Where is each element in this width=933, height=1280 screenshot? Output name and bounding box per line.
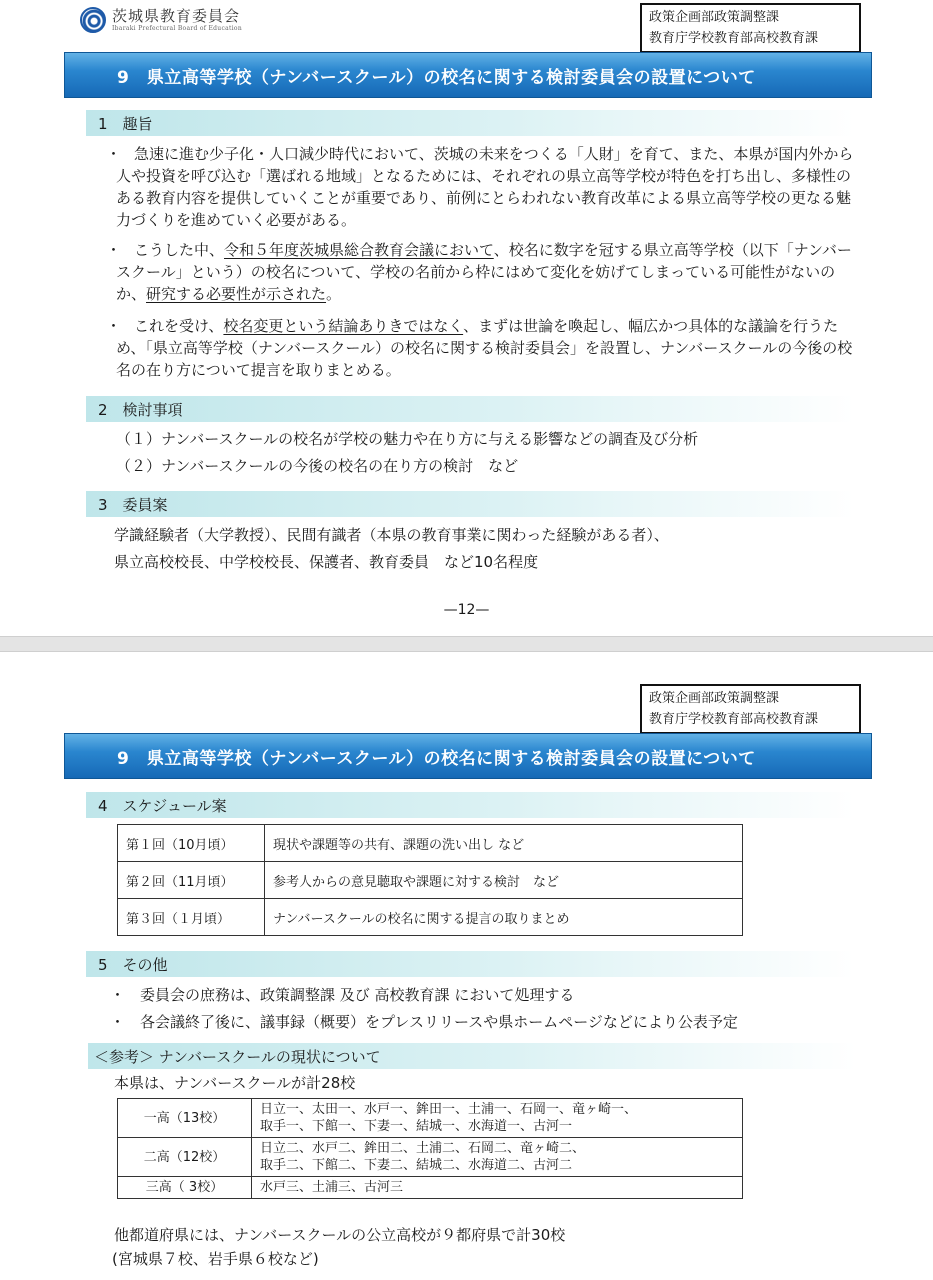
- section-5-bullet-1: ・ 委員会の庶務は、政策調整課 及び 高校教育課 において処理する: [110, 986, 575, 1004]
- bullet-dot: ・: [106, 317, 122, 335]
- reference-footer-1: 他都道府県には、ナンバースクールの公立高校が９都府県で計30校: [114, 1226, 566, 1244]
- org-name: 茨城県教育委員会: [112, 7, 241, 25]
- section-3-line-1: 学識経験者（大学教授）、民間有識者（本県の教育事業に関わった経験がある者）、: [114, 526, 669, 544]
- schedule-what: 現状や課題等の共有、課題の洗い出し など: [265, 825, 743, 862]
- table-row: [118, 1177, 743, 1199]
- table-row: [118, 899, 743, 936]
- schedule-when: 第２回（11月頃）: [118, 862, 265, 899]
- page-title: 9 県立高等学校（ナンバースクール）の校名に関する検討委員会の設置について: [64, 733, 872, 779]
- school-group-label: 三高（ 3校）: [118, 1177, 252, 1199]
- page-title: 9 県立高等学校（ナンバースクール）の校名に関する検討委員会の設置について: [64, 52, 872, 98]
- section-3-heading: 3 委員案: [86, 491, 854, 517]
- department-box: [640, 3, 861, 53]
- schedule-what: ナンバースクールの校名に関する提言の取りまとめ: [265, 899, 743, 936]
- table-row: [118, 1099, 743, 1138]
- section-1-bullet-2: [106, 239, 862, 305]
- reference-intro: 本県は、ナンバースクールが計28校: [114, 1074, 356, 1092]
- schedule-when: 第１回（10月頃）: [118, 825, 265, 862]
- section-1-bullet-3: [106, 315, 862, 381]
- section-5-heading: 5 その他: [86, 951, 854, 977]
- section-2-item-1: （１）ナンバースクールの校名が学校の魅力や在り方に与える影響などの調査及び分析: [116, 430, 699, 448]
- table-row: [118, 1138, 743, 1177]
- section-3-line-2: 県立高校校長、中学校校長、保護者、教育委員 など10名程度: [114, 553, 539, 571]
- underlined-phrase: 研究する必要性が示された: [146, 285, 327, 303]
- page-1: [0, 0, 933, 636]
- schedule-table: [117, 824, 743, 936]
- section-5-bullet-2: ・ 各会議終了後に、議事録（概要）をプレスリリースや県ホームページなどにより公表予定: [110, 1013, 738, 1031]
- bullet-dot: ・: [106, 241, 122, 259]
- department-2: 教育庁学校教育部高校教育課: [649, 31, 819, 46]
- page-number: —12—: [443, 602, 490, 618]
- underlined-phrase: 校名変更という結論ありきではなく: [223, 317, 464, 335]
- department-2: 教育庁学校教育部高校教育課: [649, 712, 819, 727]
- section-2-item-2: （２）ナンバースクールの今後の校名の在り方の検討 など: [116, 457, 519, 475]
- school-group-label: 二高（12校）: [118, 1138, 252, 1177]
- spiral-emblem-icon: [80, 7, 106, 33]
- underlined-phrase: 令和５年度茨城県総合教育会議において: [224, 241, 494, 259]
- department-1: 政策企画部政策調整課: [649, 10, 780, 25]
- school-list: 日立一、太田一、水戸一、鉾田一、土浦一、石岡一、竜ヶ崎一、 取手一、下館一、下妻一、結城一、水海道一、古河一: [252, 1099, 743, 1138]
- bullet-text: これを受け、校名変更という結論ありきではなく、まずは世論を喚起し、幅広かつ具体的な議論を行うため、「県立高等学校（ナンバースクール）の校名に関する検討委員会」を設置し、ナンバースクールの今後の校名の在り方について提言を取りまとめる。: [116, 317, 853, 379]
- schedule-what: 参考人からの意見聴取や課題に対する検討 など: [265, 862, 743, 899]
- section-1-heading: 1 趣旨: [86, 110, 854, 136]
- bullet-text: 急速に進む少子化・人口減少時代において、茨城の未来をつくる「人財」を育て、また、本県が国内外から人や投資を呼び込む「選ばれる地域」となるためには、それぞれの県立高等学校が特色を打ち出し、多様性のある教育内容を提供していくことが重要であり、前例にとらわれない教育改革による県立高等学校の更なる魅力づくりを進めていく必要がある。: [116, 145, 854, 229]
- page-2: [0, 652, 933, 1280]
- section-1-bullet-1: [106, 143, 862, 231]
- org-name-en: Ibaraki Prefectural Board of Education: [112, 25, 243, 32]
- page-separator: [0, 636, 933, 652]
- table-row: [118, 825, 743, 862]
- table-row: [118, 862, 743, 899]
- reference-heading: ＜参考＞ ナンバースクールの現状について: [88, 1043, 856, 1069]
- school-group-label: 一高（13校）: [118, 1099, 252, 1138]
- number-school-table: [117, 1098, 743, 1199]
- school-list: 日立二、水戸二、鉾田二、土浦二、石岡二、竜ヶ崎二、 取手二、下館二、下妻二、結城二、水海道二、古河二: [252, 1138, 743, 1177]
- department-box: [640, 684, 861, 734]
- bullet-dot: ・: [106, 145, 122, 163]
- school-list: 水戸三、土浦三、古河三: [252, 1177, 743, 1199]
- schedule-when: 第３回（１月頃）: [118, 899, 265, 936]
- reference-footer-2: (宮城県７校、岩手県６校など): [112, 1250, 319, 1268]
- section-2-heading: 2 検討事項: [86, 396, 854, 422]
- bullet-text: こうした中、令和５年度茨城県総合教育会議において、校名に数字を冠する県立高等学校（以下「ナンバースクール」という）の校名について、学校の名前から枠にはめて変化を妨げてしまっている可能性がないのか、研究する必要性が示された。: [116, 241, 852, 303]
- section-4-heading: 4 スケジュール案: [86, 792, 854, 818]
- org-logo: [80, 4, 242, 36]
- department-1: 政策企画部政策調整課: [649, 691, 780, 706]
